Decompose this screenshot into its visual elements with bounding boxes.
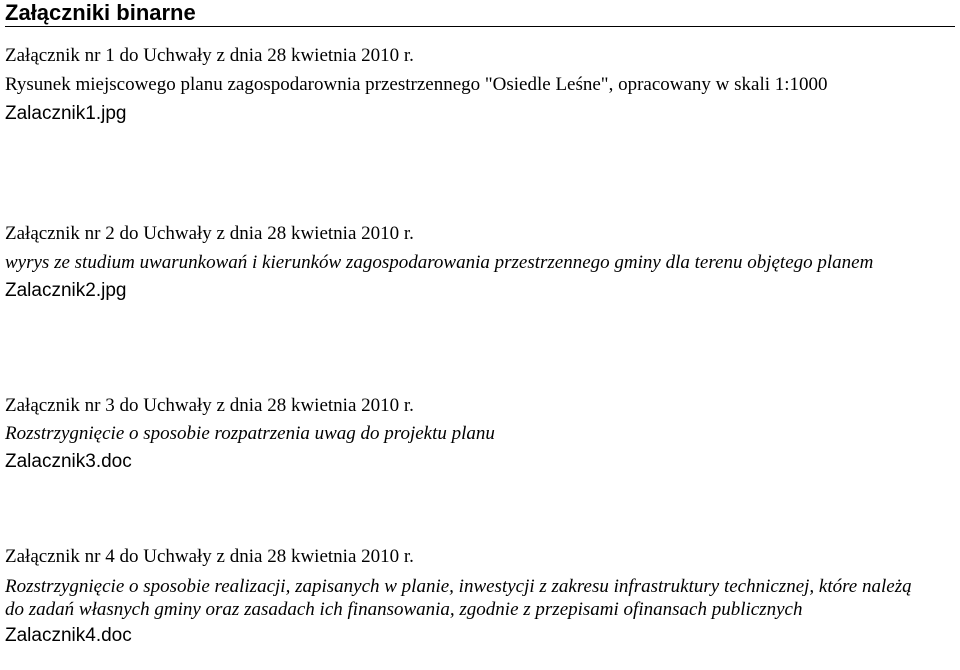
section-title: Załączniki binarne	[5, 0, 196, 25]
attachment-2	[5, 222, 955, 302]
attachment-file-link[interactable]: Zalacznik4.doc	[5, 625, 132, 646]
attachment-title: Załącznik nr 3 do Uchwały z dnia 28 kwietnia 2010 r.	[5, 395, 414, 416]
attachment-file-link[interactable]: Zalacznik3.doc	[5, 451, 132, 472]
title-divider	[5, 26, 955, 27]
attachment-description: wyrys ze studium uwarunkowań i kierunków zagospodarowania przestrzennego gminy dla terenu objętego planem	[5, 252, 874, 273]
attachment-file-link[interactable]: Zalacznik1.jpg	[5, 103, 127, 124]
attachment-title: Załącznik nr 2 do Uchwały z dnia 28 kwietnia 2010 r.	[5, 223, 414, 244]
attachment-file-link[interactable]: Zalacznik2.jpg	[5, 280, 127, 301]
attachment-description: Rysunek miejscowego planu zagospodarownia przestrzennego "Osiedle Leśne", opracowany w skali 1:1000	[5, 74, 828, 95]
attachment-description: Rozstrzygnięcie o sposobie rozpatrzenia uwag do projektu planu	[5, 423, 495, 444]
attachment-1	[5, 44, 955, 125]
attachment-title: Załącznik nr 4 do Uchwały z dnia 28 kwietnia 2010 r.	[5, 546, 414, 567]
attachment-4	[5, 545, 955, 647]
attachment-3	[5, 394, 955, 473]
attachment-description: Rozstrzygnięcie o sposobie realizacji, zapisanych w planie, inwestycji z zakresu infrastruktury technicznej, które należą do zadań własnych gminy oraz zasadach ich finansowania, zgodnie z przepisami ofinansach publicznych	[5, 576, 912, 620]
attachment-title: Załącznik nr 1 do Uchwały z dnia 28 kwietnia 2010 r.	[5, 45, 414, 66]
